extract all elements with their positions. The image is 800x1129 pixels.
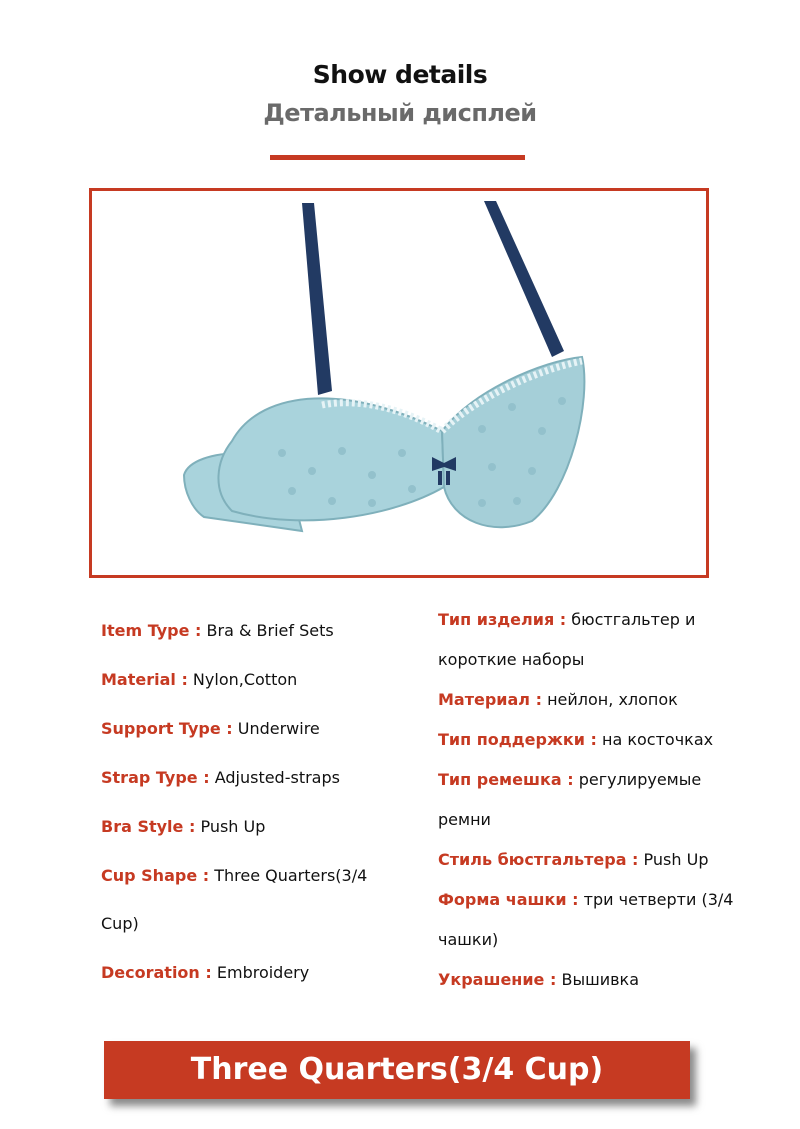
spec-bra-style: Bra Style : Push Up [101,817,266,836]
spec-support-type: Support Type : Underwire [101,719,320,738]
spec-ru-item-type: Тип изделия : бюстгальтер и [438,610,696,629]
title-divider [270,155,525,160]
spec-ru-material: Материал : нейлон, хлопок [438,690,678,709]
left-strap [302,203,332,395]
spec-ru-strap-type: Тип ремешка : регулируемые [438,770,702,789]
cup-shape-banner: Three Quarters(3/4 Cup) [104,1041,690,1099]
product-photo-frame [89,188,709,578]
spec-ru-bra-style: Стиль бюстгальтера : Push Up [438,850,709,869]
right-strap [484,201,564,357]
spec-material: Material : Nylon,Cotton [101,670,298,689]
spec-ru-item-type-cont: короткие наборы [438,650,585,669]
spec-item-type: Item Type : Bra & Brief Sets [101,621,334,640]
spec-cup-shape-cont: Cup) [101,914,139,933]
spec-ru-decoration: Украшение : Вышивка [438,970,640,989]
spec-ru-cup-shape: Форма чашки : три четверти (3/4 [438,890,734,909]
product-photo [92,191,706,575]
page-title: Show details [312,60,488,89]
spec-cup-shape: Cup Shape : Three Quarters(3/4 [101,866,368,885]
spec-strap-type: Strap Type : Adjusted-straps [101,768,340,787]
spec-ru-cup-shape-cont: чашки) [438,930,499,949]
spec-decoration: Decoration : Embroidery [101,963,310,982]
spec-ru-support-type: Тип поддержки : на косточках [438,730,714,749]
page-subtitle: Детальный дисплей [263,99,537,127]
spec-ru-strap-type-cont: ремни [438,810,491,829]
